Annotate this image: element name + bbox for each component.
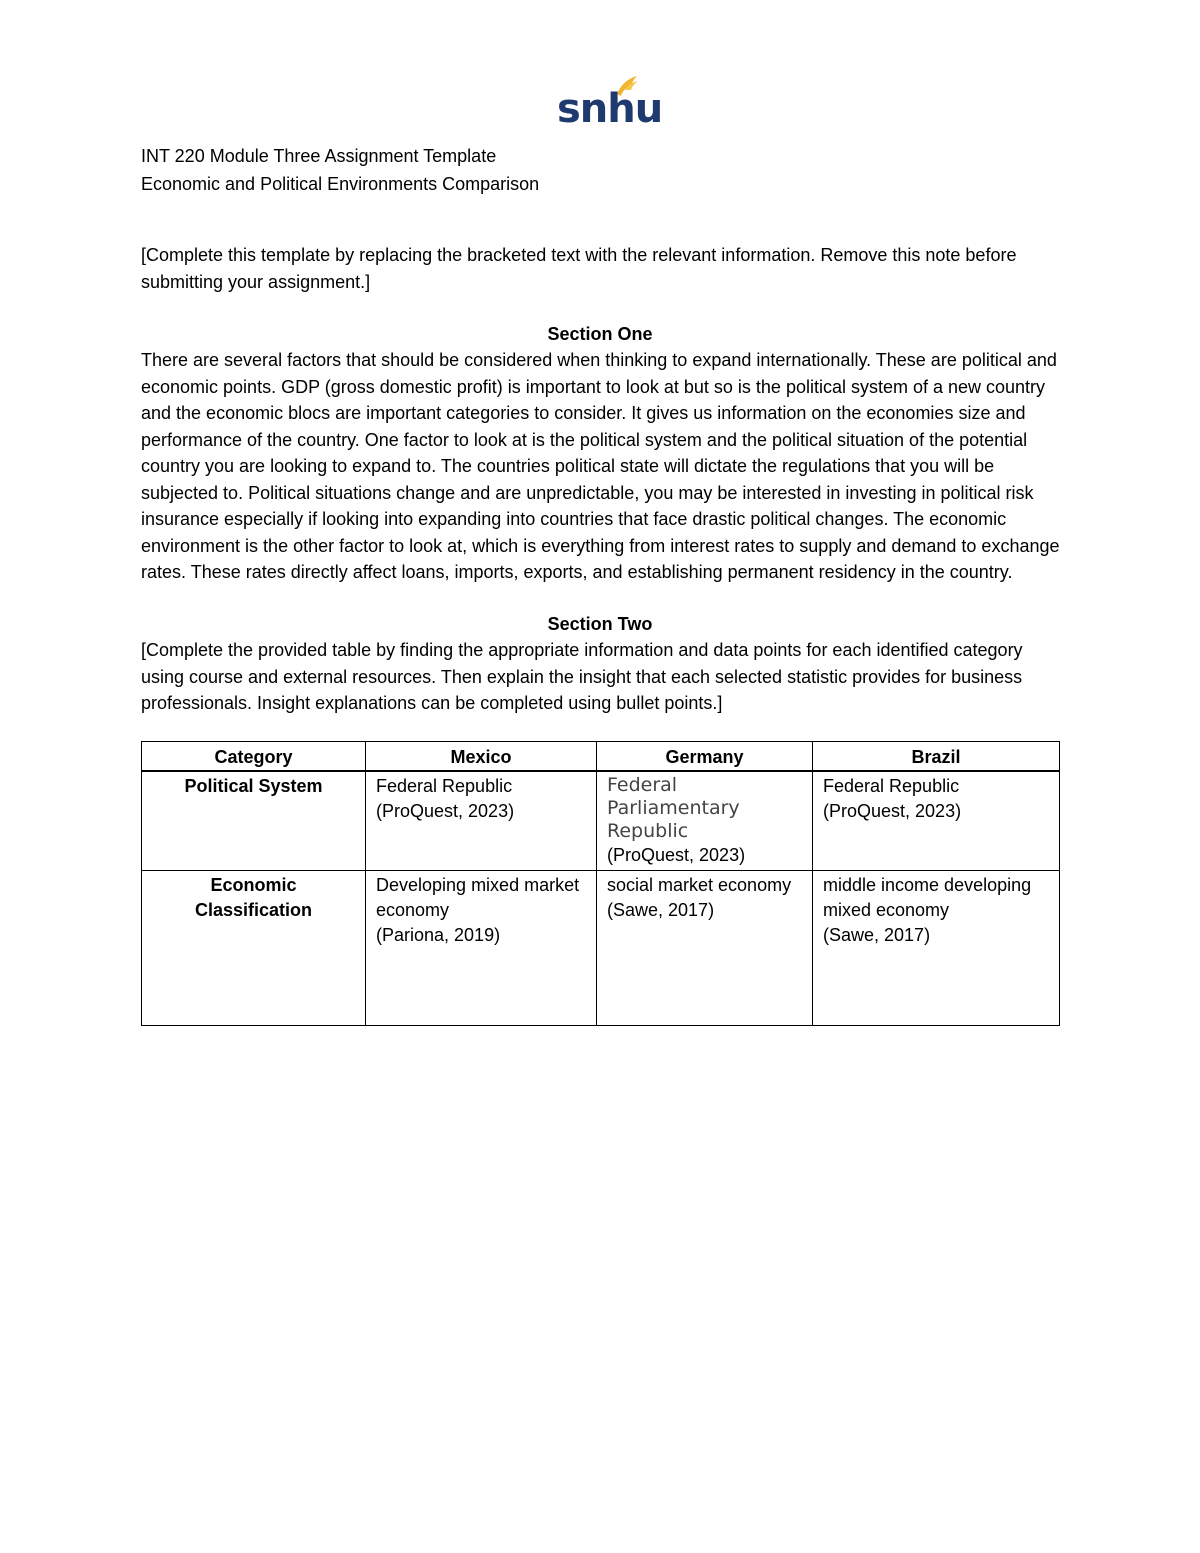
cell-brazil xyxy=(813,871,1060,1026)
cell-citation: (Sawe, 2017) xyxy=(823,925,931,945)
cell-germany xyxy=(597,771,813,871)
cell-value: Federal Republic xyxy=(376,776,513,796)
table-row xyxy=(142,771,1060,871)
course-line: INT 220 Module Three Assignment Template xyxy=(141,146,497,166)
header-germany: Germany xyxy=(597,742,813,772)
table-header-row xyxy=(142,742,1060,772)
cell-mexico xyxy=(366,871,597,1026)
cell-value: Developing mixed market economy xyxy=(376,875,580,920)
section-one-title: Section One xyxy=(547,324,653,344)
header-category: Category xyxy=(142,742,366,772)
section-two-title: Section Two xyxy=(547,614,653,634)
cell-value: Federal Republic xyxy=(823,776,960,796)
section-one-body: There are several factors that should be considered when thinking to expand internationally. These are political and economic points. GDP (gross domestic profit) is important to look at but so is the political system of a new country and the economic blocs are important categories to consider. It gives us information on the economies size and performance of the country. One factor to look at is the political system and the political situation of the potential country you are looking to expand to. The countries political state will dictate the regulations that you will be subjected to. Political situations change and are unpredictable, you may be interested in investing in political risk insurance especially if looking into expanding into countries that face drastic political changes. The economic environment is the other factor to look at, which is everything from interest rates to supply and demand to exchange rates. These rates directly affect loans, imports, exports, and establishing permanent residency in the country. xyxy=(141,350,1060,582)
comparison-table xyxy=(141,741,1060,1026)
cell-value: Federal Parliamentary Republic xyxy=(607,774,740,842)
section-two-note: [Complete the provided table by finding the appropriate information and data points for each identified category using course and external resources. Then explain the insight that each selected statistic provides for business professionals. Insight explanations can be completed using bullet points.] xyxy=(141,640,1023,713)
header-mexico: Mexico xyxy=(366,742,597,772)
cell-citation: (ProQuest, 2023) xyxy=(607,845,746,865)
cell-citation: (Sawe, 2017) xyxy=(607,900,715,920)
table-row xyxy=(142,871,1060,1026)
cell-citation: (ProQuest, 2023) xyxy=(823,801,962,821)
header-brazil: Brazil xyxy=(813,742,1060,772)
cell-value: middle income developing mixed economy xyxy=(823,875,1032,920)
cell-value: social market economy xyxy=(607,875,792,895)
cell-citation: (ProQuest, 2023) xyxy=(376,801,515,821)
row-category: Political System xyxy=(142,771,366,871)
cell-mexico xyxy=(366,771,597,871)
cell-brazil xyxy=(813,771,1060,871)
logo-text: snhu xyxy=(557,86,663,132)
cell-citation: (Pariona, 2019) xyxy=(376,925,501,945)
title-line: Economic and Political Environments Comparison xyxy=(141,174,540,194)
instruction-note: [Complete this template by replacing the bracketed text with the relevant information. Remove this note before submitting your assignment.] xyxy=(141,245,1017,292)
snhu-logo xyxy=(555,72,663,134)
cell-germany xyxy=(597,871,813,1026)
row-category: Economic Classification xyxy=(142,871,366,1026)
